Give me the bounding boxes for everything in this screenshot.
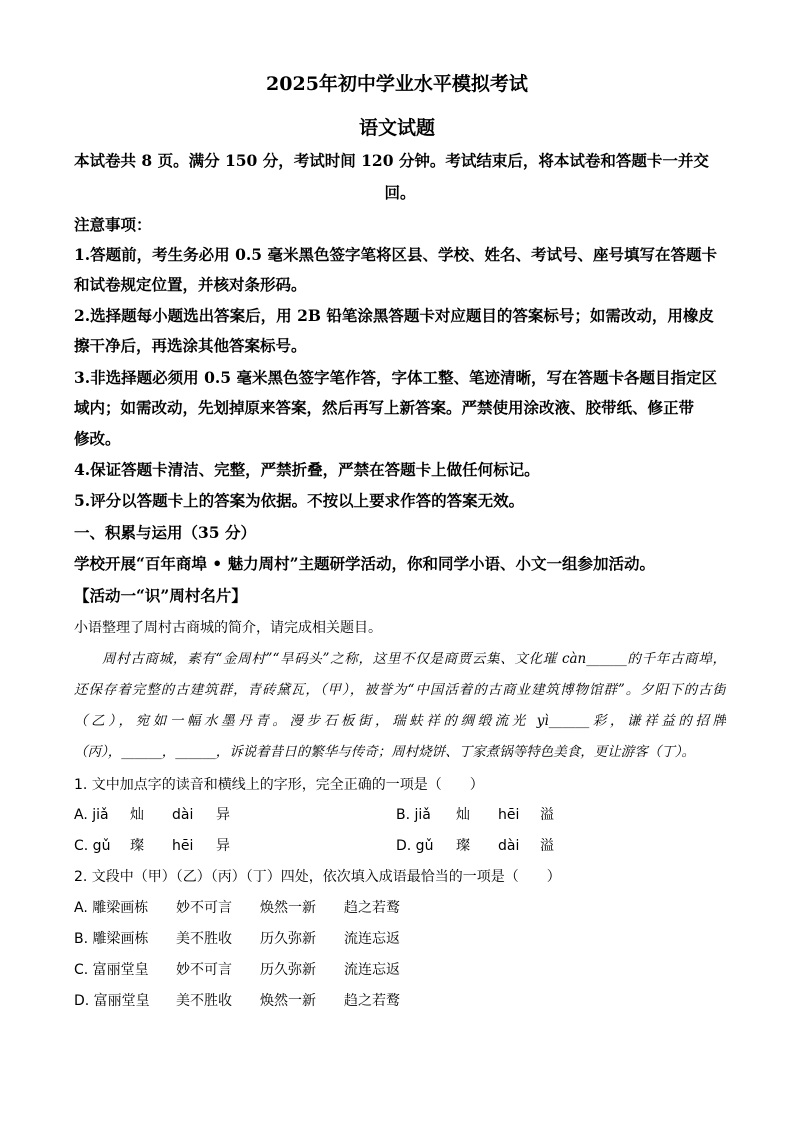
q2-option-b-3: 历久弥新 <box>260 931 316 947</box>
q2-row-b <box>74 924 726 954</box>
q1-option-b-3: hēi <box>498 807 520 823</box>
q1-option-a-4: 异 <box>216 807 230 823</box>
q2-row-d <box>74 986 726 1016</box>
q1-option-a-3: dài <box>172 807 194 823</box>
q1-row-cd <box>74 831 726 861</box>
note-4: 4.保证答题卡清洁、完整，严禁折叠，严禁在答题卡上做任何标记。 <box>74 460 540 479</box>
notes-heading: 注意事项： <box>74 215 152 234</box>
note-5: 5.评分以答题卡上的答案为依据。不按以上要求作答的答案无效。 <box>74 491 525 510</box>
q1-stem: 1. 文中加点字的读音和横线上的字形，完全正确的一项是（ ） <box>74 777 484 793</box>
note-3b: 域内；如需改动，先划掉原来答案，然后再写上新答案。严禁使用涂改液、胶带纸、修正带 <box>74 398 695 417</box>
q2-option-b-2: 美不胜收 <box>176 931 232 947</box>
page-subtitle: 语文试题 <box>358 117 435 139</box>
q1-option-b-4: 溢 <box>540 807 554 823</box>
q1-option-a-2: 灿 <box>130 807 144 823</box>
activity-instruction: 小语整理了周村古商城的简介，请完成相关题目。 <box>74 620 382 636</box>
activity-heading: 【活动一“识”周村名片】 <box>74 586 247 605</box>
q1-row-ab <box>74 800 726 830</box>
q2-option-c-3: 历久弥新 <box>260 962 316 978</box>
q2-option-a-3: 焕然一新 <box>260 900 316 916</box>
q1-option-d-label[interactable]: D. gǔ <box>396 838 434 854</box>
note-2b: 擦干净后，再选涂其他答案标号。 <box>74 336 307 355</box>
passage-line-2: 还保存着完整的古建筑群，青砖黛瓦，（甲），被誉为“中国活着的古商业建筑博物馆群”。夕阳下的古街 <box>74 682 726 698</box>
q1-option-c-label[interactable]: C. gǔ <box>74 838 111 854</box>
q2-option-c-label[interactable]: C. 富丽堂皇 <box>74 962 149 978</box>
q1-option-a-label[interactable]: A. jiǎ <box>74 807 109 823</box>
note-1b: 和试卷规定位置，并核对条形码。 <box>74 275 307 294</box>
q2-option-a-2: 妙不可言 <box>176 900 232 916</box>
q1-option-d-3: dài <box>498 838 520 854</box>
q1-option-c-3: hēi <box>172 838 194 854</box>
q1-option-b-2: 灿 <box>456 807 470 823</box>
note-3c: 修改。 <box>74 429 121 448</box>
q2-option-c-4: 流连忘返 <box>344 962 400 978</box>
q1-option-c-2: 璨 <box>130 838 144 854</box>
page-title: 2025年初中学业水平模拟考试 <box>266 73 528 95</box>
intro-line-2: 回。 <box>384 183 416 202</box>
q2-option-d-3: 焕然一新 <box>260 993 316 1009</box>
q1-option-c-4: 异 <box>216 838 230 854</box>
q2-option-d-label[interactable]: D. 富丽堂皇 <box>74 993 150 1009</box>
intro-line-1: 本试卷共 8 页。满分 150 分，考试时间 120 分钟。考试结束后，将本试卷和答题卡一并交 <box>74 151 709 170</box>
q2-option-b-label[interactable]: B. 雕梁画栋 <box>74 931 149 947</box>
q2-option-d-2: 美不胜收 <box>176 993 232 1009</box>
q2-option-a-4: 趋之若鹜 <box>344 900 400 916</box>
q2-option-a-label[interactable]: A. 雕梁画栋 <box>74 900 149 916</box>
note-3a: 3.非选择题必须用 0.5 毫米黑色签字笔作答，字体工整、笔迹清晰，写在答题卡各题目指定区 <box>74 368 717 387</box>
passage-line-3: （乙），宛如一幅水墨丹青。漫步石板街，瑞蚨祥的绸缎流光 yì______彩，谦祥益的招牌 <box>74 713 726 729</box>
q2-option-c-2: 妙不可言 <box>176 962 232 978</box>
q1-option-b-label[interactable]: B. jiǎ <box>396 807 431 823</box>
q2-row-a <box>74 893 726 923</box>
passage-line-1: 周村古商城，素有“金周村”“旱码头”之称，这里不仅是商贾云集、文化璀 càn______的千年古商埠， <box>102 651 726 667</box>
passage <box>74 644 726 768</box>
passage-line-4: （丙），______，______，诉说着昔日的繁华与传奇；周村烧饼、丁家煮锅等特色美食，更让游客（丁）。 <box>74 744 695 760</box>
q2-stem: 2. 文段中（甲）（乙）（丙）（丁）四处，依次填入成语最恰当的一项是（ ） <box>74 869 561 885</box>
q2-option-d-4: 趋之若鹜 <box>344 993 400 1009</box>
q2-option-b-4: 流连忘返 <box>344 931 400 947</box>
q1-option-d-2: 璨 <box>456 838 470 854</box>
section-heading: 一、积累与运用（35 分） <box>74 523 256 542</box>
q1-option-d-4: 溢 <box>540 838 554 854</box>
section-context: 学校开展“百年商埠 • 魅力周村”主题研学活动，你和同学小语、小文一组参加活动。 <box>74 554 656 573</box>
note-1a: 1.答题前，考生务必用 0.5 毫米黑色签字笔将区县、学校、姓名、考试号、座号填写在答题卡 <box>74 245 717 264</box>
note-2a: 2.选择题每小题选出答案后，用 2B 铅笔涂黑答题卡对应题目的答案标号；如需改动，用橡皮 <box>74 306 714 325</box>
q2-row-c <box>74 955 726 985</box>
